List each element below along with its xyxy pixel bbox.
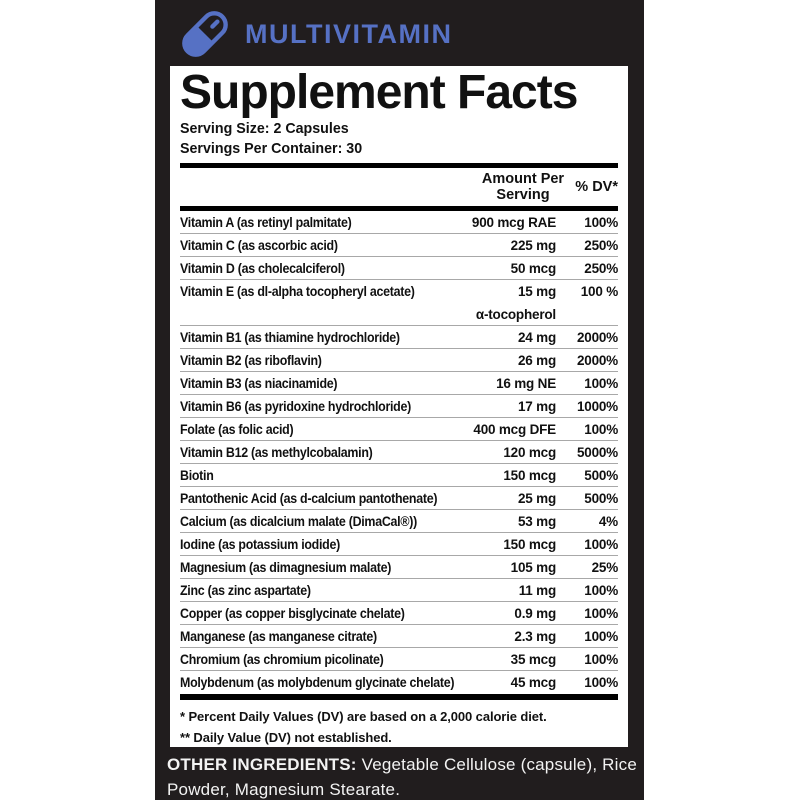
nutrient-dv: 250% [584,237,618,253]
nutrient-name: Calcium (as dicalcium malate (DimaCal®)) [180,513,417,529]
other-ingredients [167,752,637,800]
nutrient-name: Magnesium (as dimagnesium malate) [180,559,392,575]
nutrient-dv: 5000% [576,444,618,460]
nutrient-amount: 50 mcg [510,260,556,276]
nutrient-amount: 45 mcg [510,675,556,690]
nutrient-dv: 100% [584,651,618,667]
table-row [180,464,618,487]
nutrient-amount: 0.9 mg [514,605,556,621]
footnote-not-established: ** Daily Value (DV) not established. [180,730,392,745]
nutrient-name: Vitamin B6 (as pyridoxine hydrochloride) [180,398,411,414]
column-header-row [180,168,618,206]
footnotes [180,706,618,748]
nutrient-name: Vitamin B1 (as thiamine hydrochloride) [180,329,400,345]
nutrient-dv: 4% [598,513,618,529]
other-ingredients-text: Vegetable Cellulose (capsule), Rice Powder, Magnesium Stearate. [167,755,637,799]
nutrient-dv: 100% [584,675,618,690]
serving-size: Serving Size: 2 Capsules [180,120,349,137]
nutrient-name: Vitamin C (as ascorbic acid) [180,237,338,253]
nutrient-amount: 225 mg [510,237,556,253]
nutrient-dv: 100% [584,375,618,391]
nutrient-name: Manganese (as manganese citrate) [180,628,377,644]
nutrient-name: Vitamin D (as cholecalciferol) [180,260,345,276]
nutrient-amount: 105 mg [510,559,556,575]
amount-header-line2: Serving [496,187,550,203]
nutrient-dv: 100% [584,582,618,598]
nutrient-name: Vitamin A (as retinyl palmitate) [180,214,352,230]
percent-dv-header: % DV* [575,179,618,195]
table-row [180,602,618,625]
nutrient-amount: 2.3 mg [514,628,556,644]
table-row [180,418,618,441]
nutrient-dv: 1000% [576,398,618,414]
nutrient-name: Folate (as folic acid) [180,421,294,437]
nutrient-dv: 250% [584,260,618,276]
nutrient-dv: 25% [591,559,618,575]
table-row [180,372,618,395]
nutrient-amount: 11 mg [518,582,556,598]
nutrient-dv: 500% [584,467,618,483]
serving-info [180,119,618,159]
table-row [180,257,618,280]
nutrient-dv: 100% [584,536,618,552]
nutrient-name: Vitamin B12 (as methylcobalamin) [180,444,373,460]
brand-name: MULTIVITAMIN [245,18,453,49]
table-row [180,280,618,303]
amount-per-serving-header [460,171,586,203]
table-row [180,234,618,257]
footnote-daily-values: * Percent Daily Values (DV) are based on a 2,000 calorie diet. [180,709,547,724]
nutrient-name: Biotin [180,467,214,483]
servings-per-container: Servings Per Container: 30 [180,140,363,157]
nutrient-amount: 150 mcg [503,536,556,552]
nutrient-amount: 900 mcg RAE [471,214,556,230]
nutrient-dv: 100% [584,214,618,230]
table-row [180,349,618,372]
nutrient-amount: 17 mg [517,398,556,414]
table-subrow [180,303,618,326]
panel-title: Supplement Facts [180,66,578,119]
table-row [180,579,618,602]
table-row [180,326,618,349]
nutrient-name: Molybdenum (as molybdenum glycinate chelate) [180,675,455,690]
supplement-facts-panel [170,66,628,747]
nutrient-amount: α-tocopherol [475,306,556,322]
nutrient-amount: 400 mcg DFE [473,421,556,437]
nutrient-name: Iodine (as potassium iodide) [180,536,340,552]
nutrient-name: Pantothenic Acid (as d-calcium pantothenate) [180,490,438,506]
nutrient-amount: 35 mcg [510,651,556,667]
table-row [180,510,618,533]
nutrient-name: Vitamin B2 (as riboflavin) [180,352,322,368]
table-row [180,441,618,464]
nutrient-name: Zinc (as zinc aspartate) [180,582,311,598]
nutrient-name: Vitamin E (as dl-alpha tocopheryl acetate) [180,284,415,299]
nutrient-amount: 16 mg NE [496,375,556,391]
nutrient-table [180,211,618,694]
amount-header-line1: Amount Per [481,171,565,187]
nutrient-name: Chromium (as chromium picolinate) [180,651,384,667]
nutrient-amount: 150 mcg [503,467,556,483]
divider-thick-bottom [180,694,618,700]
nutrient-amount: 15 mg [517,284,556,299]
other-ingredients-label: OTHER INGREDIENTS: [167,755,357,774]
table-row [180,533,618,556]
table-row [180,625,618,648]
nutrient-dv: 500% [584,490,618,506]
table-row [180,487,618,510]
capsule-icon [177,6,233,62]
table-row [180,211,618,234]
table-row [180,648,618,671]
nutrient-amount: 24 mg [517,329,556,345]
nutrient-amount: 25 mg [517,490,556,506]
nutrient-dv: 100 % [580,284,618,299]
nutrient-dv: 100% [584,628,618,644]
nutrient-name: Copper (as copper bisglycinate chelate) [180,605,405,621]
nutrient-dv: 100% [584,421,618,437]
nutrient-amount: 120 mcg [503,444,556,460]
nutrient-name: Vitamin B3 (as niacinamide) [180,375,338,391]
table-row [180,556,618,579]
brand-header [177,6,452,62]
nutrient-dv: 2000% [576,329,618,345]
table-row [180,395,618,418]
nutrient-amount: 26 mg [517,352,556,368]
label-card [155,0,644,800]
nutrient-dv: 100% [584,605,618,621]
table-row [180,671,618,694]
nutrient-dv: 2000% [576,352,618,368]
nutrient-amount: 53 mg [517,513,556,529]
